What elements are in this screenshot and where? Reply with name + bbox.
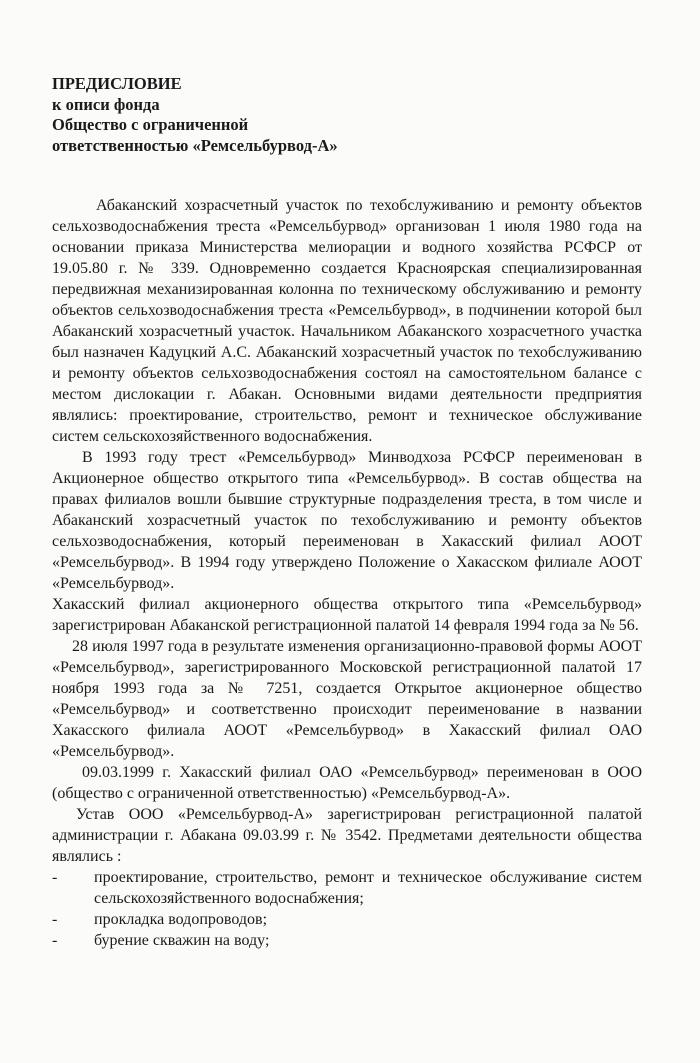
paragraph-history: Абаканский хозрасчетный участок по техобслуживанию и ремонту объектов сельхозводоснабжения треста «Ремсельбурвод» организован 1 июля 1980 года на основании приказа Министерства мелиорации и водного хозяйства РСФСР от 19.05.80 г. № 339. Одновременно создается Красноярская специализированная передвижная механизированная колонна по техническому обслуживанию и ремонту объектов сельхозводоснабжения треста «Ремсельбурвод», в подчинении которой был Абаканский хозрасчетный участок. Начальником Абаканского хозрасчетного участка был назначен Кадуцкий А.С. Абаканский хозрасчетный участок по техобслуживанию и ремонту объектов сельхозводоснабжения состоял на самостоятельном балансе с местом дислокации г. Абакан. Основными видами деятельности предприятия являлись: проектирование, строительство, ремонт и техническое обслуживание систем сельскохозяйственного водоснабжения. [52,197,642,445]
list-item [52,909,642,930]
heading-org-line-2: ответственностью «Ремсельбурвод-А» [52,135,338,155]
document-body [52,195,642,951]
paragraph-charter: Устав ООО «Ремсельбурвод-А» зарегистрирован регистрационной палатой администрации г. Абакана 09.03.99 г. № 3542. Предметами деятельности общества являлись : [52,806,642,865]
list-dash: - [52,932,58,949]
paragraph-1999: 09.03.1999 г. Хакасский филиал ОАО «Ремсельбурвод» переименован в ООО (общество с ограниченной ответственностью) «Ремсельбурвод-А». [52,764,642,802]
activities-list [52,867,642,951]
heading-subtitle: к описи фонда [52,94,160,114]
list-dash: - [52,911,58,928]
list-dash: - [52,869,58,886]
list-item [52,930,642,951]
paragraph-registration-1994: Хакасский филиал акционерного общества открытого типа «Ремсельбурвод» зарегистрирован Абаканской регистрационной палатой 14 февраля 1994 года за № 56. [52,596,642,634]
paragraph-1997: 28 июля 1997 года в результате изменения организационно-правовой формы АООТ «Ремсельбурвод», зарегистрированного Московской регистрационной палатой 17 ноября 1993 года за № 7251, создается Открытое акционерное общество «Ремсельбурвод» и соответственно происходит переименование в названии Хакасского филиала АООТ «Ремсельбурвод» в Хакасский филиал ОАО «Ремсельбурвод». [52,638,642,760]
list-item-text: бурение скважин на воду; [94,932,270,949]
heading-title: ПРЕДИСЛОВИЕ [52,74,182,93]
paragraph-1993: В 1993 году трест «Ремсельбурвод» Минводхоза РСФСР переименован в Акционерное общество открытого типа «Ремсельбурвод». В состав общества на правах филиалов вошли бывшие структурные подразделения треста, в том числе и Абаканский хозрасчетный участок по техобслуживанию и ремонту объектов сельхозводоснабжения, который переименован в Хакасский филиал АООТ «Ремсельбурвод». В 1994 году утверждено Положение о Хакасском филиале АООТ «Ремсельбурвод». [52,449,642,592]
list-item [52,867,642,909]
list-item-text: проектирование, строительство, ремонт и техническое обслуживание систем сельскохозяйственного водоснабжения; [94,869,642,907]
document-heading [52,74,338,156]
list-item-text: прокладка водопроводов; [94,911,268,928]
heading-org-line-1: Общество с ограниченной [52,115,249,134]
